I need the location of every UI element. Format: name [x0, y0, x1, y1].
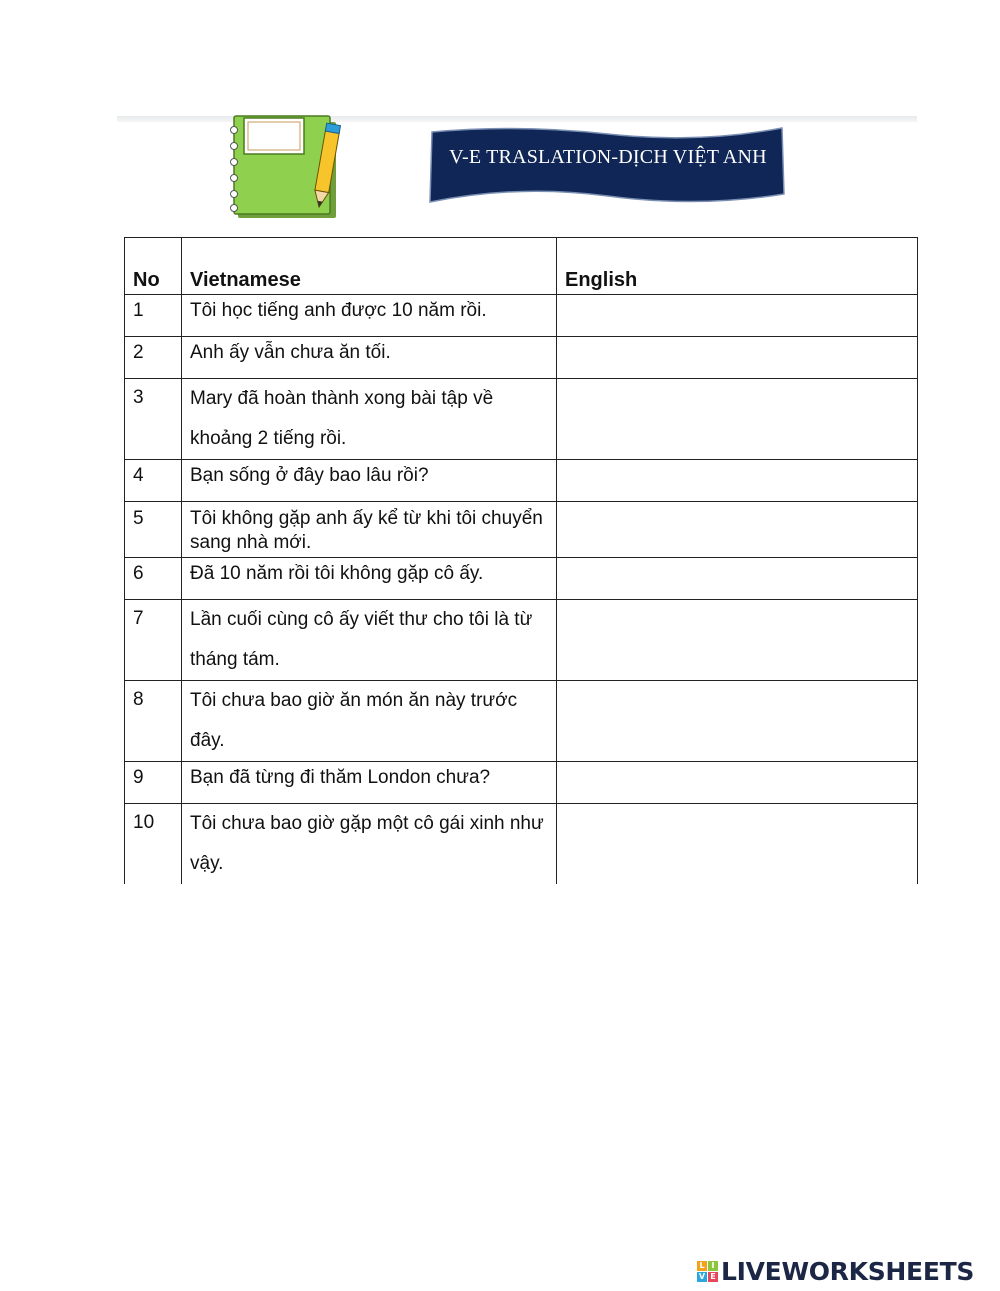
- table-row: [125, 600, 918, 681]
- row-number: 9: [125, 762, 182, 804]
- row-number: 2: [125, 337, 182, 379]
- logo-mark-letter: E: [708, 1272, 718, 1282]
- row-number: 5: [125, 502, 182, 558]
- logo-text: LIVEWORKSHEETS: [721, 1256, 975, 1286]
- vietnamese-sentence: Đã 10 năm rồi tôi không gặp cô ấy.: [182, 558, 557, 600]
- table-row: [125, 762, 918, 804]
- vietnamese-sentence: Anh ấy vẫn chưa ăn tối.: [182, 337, 557, 379]
- header-vietnamese: Vietnamese: [182, 238, 557, 295]
- vietnamese-sentence: Tôi không gặp anh ấy kể từ khi tôi chuyển sang nhà mới.: [182, 502, 557, 558]
- english-answer-cell[interactable]: [557, 460, 918, 502]
- english-answer-cell[interactable]: [557, 337, 918, 379]
- header-english: English: [557, 238, 918, 295]
- vietnamese-sentence: Lần cuối cùng cô ấy viết thư cho tôi là từ tháng tám.: [182, 600, 557, 681]
- row-number: 8: [125, 681, 182, 762]
- logo-mark-letter: L: [697, 1261, 707, 1271]
- table-row: [125, 460, 918, 502]
- logo-mark-icon: [697, 1261, 718, 1282]
- english-answer-cell[interactable]: [557, 762, 918, 804]
- english-answer-cell[interactable]: [557, 804, 918, 885]
- table-row: [125, 558, 918, 600]
- vietnamese-sentence: Bạn sống ở đây bao lâu rồi?: [182, 460, 557, 502]
- english-answer-cell[interactable]: [557, 681, 918, 762]
- row-number: 7: [125, 600, 182, 681]
- translation-table: [124, 237, 918, 884]
- logo-mark-letter: V: [698, 1271, 706, 1281]
- table-row: [125, 295, 918, 337]
- row-number: 10: [125, 804, 182, 885]
- table-row: [125, 804, 918, 885]
- english-answer-cell[interactable]: [557, 379, 918, 460]
- notebook-pencil-illustration: [220, 112, 350, 222]
- vietnamese-sentence: Tôi chưa bao giờ gặp một cô gái xinh như vậy.: [182, 804, 557, 885]
- vietnamese-sentence: Mary đã hoàn thành xong bài tập về khoảng 2 tiếng rồi.: [182, 379, 557, 460]
- row-number: 6: [125, 558, 182, 600]
- english-answer-cell[interactable]: [557, 502, 918, 558]
- vietnamese-sentence: Bạn đã từng đi thăm London chưa?: [182, 762, 557, 804]
- table-row: [125, 379, 918, 460]
- table-row: [125, 337, 918, 379]
- page-title: V-E TRASLATION-DỊCH VIỆT ANH: [449, 146, 767, 168]
- liveworksheets-logo[interactable]: [697, 1256, 974, 1286]
- english-answer-cell[interactable]: [557, 600, 918, 681]
- vietnamese-sentence: Tôi chưa bao giờ ăn món ăn này trước đây.: [182, 681, 557, 762]
- row-number: 3: [125, 379, 182, 460]
- table-row: [125, 681, 918, 762]
- table-row: [125, 502, 918, 558]
- english-answer-cell[interactable]: [557, 295, 918, 337]
- row-number: 4: [125, 460, 182, 502]
- row-number: 1: [125, 295, 182, 337]
- english-answer-cell[interactable]: [557, 558, 918, 600]
- table-header-row: [125, 238, 918, 295]
- vietnamese-sentence: Tôi học tiếng anh được 10 năm rồi.: [182, 295, 557, 337]
- logo-mark-letter: I: [708, 1261, 718, 1271]
- header-no: No: [125, 238, 182, 295]
